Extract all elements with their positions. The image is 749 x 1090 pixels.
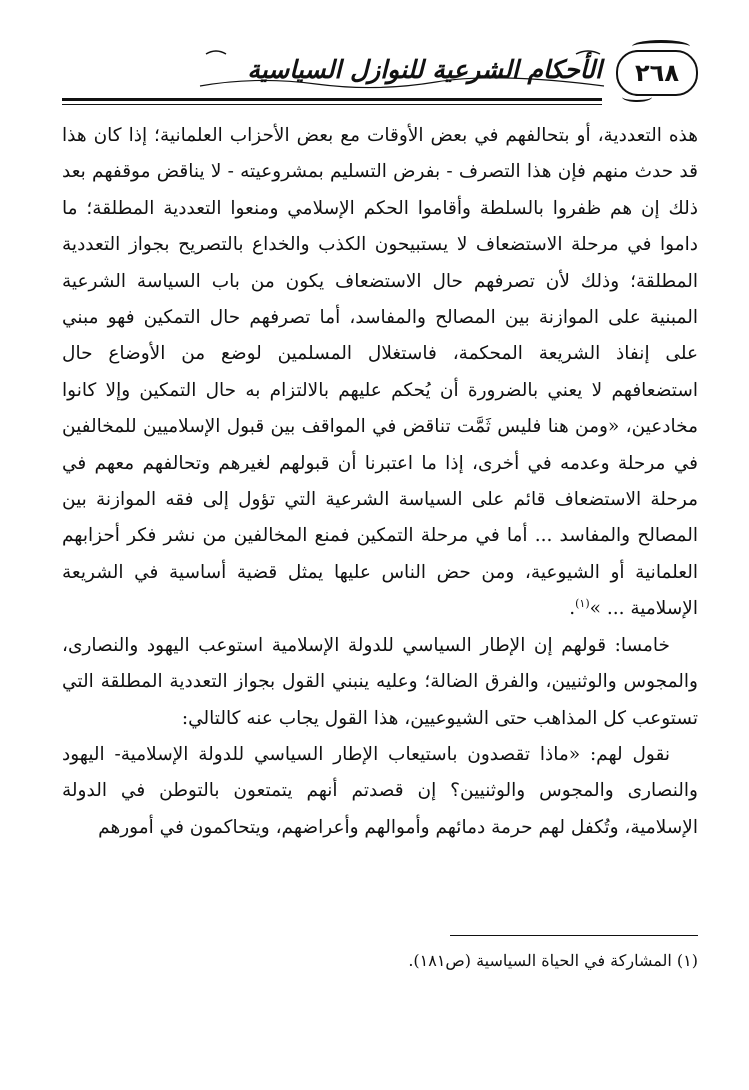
- page-number-frame: [616, 50, 698, 96]
- paragraph: نقول لهم: «ماذا تقصدون باستيعاب الإطار السياسي للدولة الإسلامية- اليهود والنصارى والمجوس والوثنيين؟ إن قصدتم أنهم يتمتعون بالتوطن في الدولة الإسلامية، وتُكفل لهم حرمة دمائهم وأموالهم وأعراضهم، ويتحاكمون في أمورهم: [62, 743, 698, 838]
- page-number: ٢٦٨: [635, 59, 679, 87]
- header-rule: [62, 98, 602, 101]
- footnote-separator: [450, 935, 698, 936]
- running-title: الأحكام الشرعية للنوازل السياسية: [247, 55, 602, 84]
- paragraph: [62, 118, 698, 628]
- paragraph: خامسا: قولهم إن الإطار السياسي للدولة الإسلامية استوعب اليهود والنصارى، والمجوس والوثنيين، والفرق الضالة؛ وعليه ينبني القول بجواز التعددية المطلقة التي تستوعب كل المذاهب حتى الشيوعيين، هذا القول يجاب عنه كالتالي:: [62, 634, 698, 729]
- page-header: [62, 40, 698, 100]
- footnote-reference: (١): [575, 597, 590, 611]
- main-text: [62, 118, 698, 846]
- paragraph-end: .: [569, 598, 576, 620]
- footnote: (١) المشاركة في الحياة السياسية (ص١٨١).: [408, 951, 698, 970]
- header-rule-thin: [62, 104, 602, 105]
- paragraph-text: هذه التعددية، أو بتحالفهم في بعض الأوقات مع بعض الأحزاب العلمانية؛ إذا كان هذا قد حدث منهم فإن هذا التصرف - بفرض التسليم بمشروعيته - لا يناقض موقفهم بعد ذلك إن هم ظفروا بالسلطة وأقاموا الحكم الإسلامي ومنعوا التعددية المطلقة؛ ما داموا في مرحلة الاستضعاف لا يستبيحون الكذب والخداع بالتصريح بجواز التعددية المطلقة؛ وذلك لأن تصرفهم حال الاستضعاف يكون من باب السياسة الشرعية المبنية على الموازنة بين المصالح والمفاسد، أما تصرفهم حال التمكين فهو مبني على إنفاذ الشريعة المحكمة، فاستغلال المسلمين لوضع من الأوضاع حال استضعافهم لا يعني بالضرورة أن يُحكم عليهم بالالتزام به حال التمكين وإلا كانوا مخادعين، «ومن هنا فليس ثَمَّت تناقض في المواقف بين قبول الإسلاميين للمخالفين في مرحلة وعدمه في أخرى، إذا ما اعتبرنا أن قبولهم لغيرهم وتحالفهم معهم في مرحلة الاستضعاف قائم على السياسة الشرعية التي تؤول إلى فقه الموازنة بين المصالح والمفاسد ... أما في مرحلة التمكين فمنع المخالفين من نشر فكر أحزابهم العلمانية أو الشيوعية، ومن حض الناس عليها يمثل قضية أساسية في الشريعة الإسلامية ... »: [62, 125, 698, 620]
